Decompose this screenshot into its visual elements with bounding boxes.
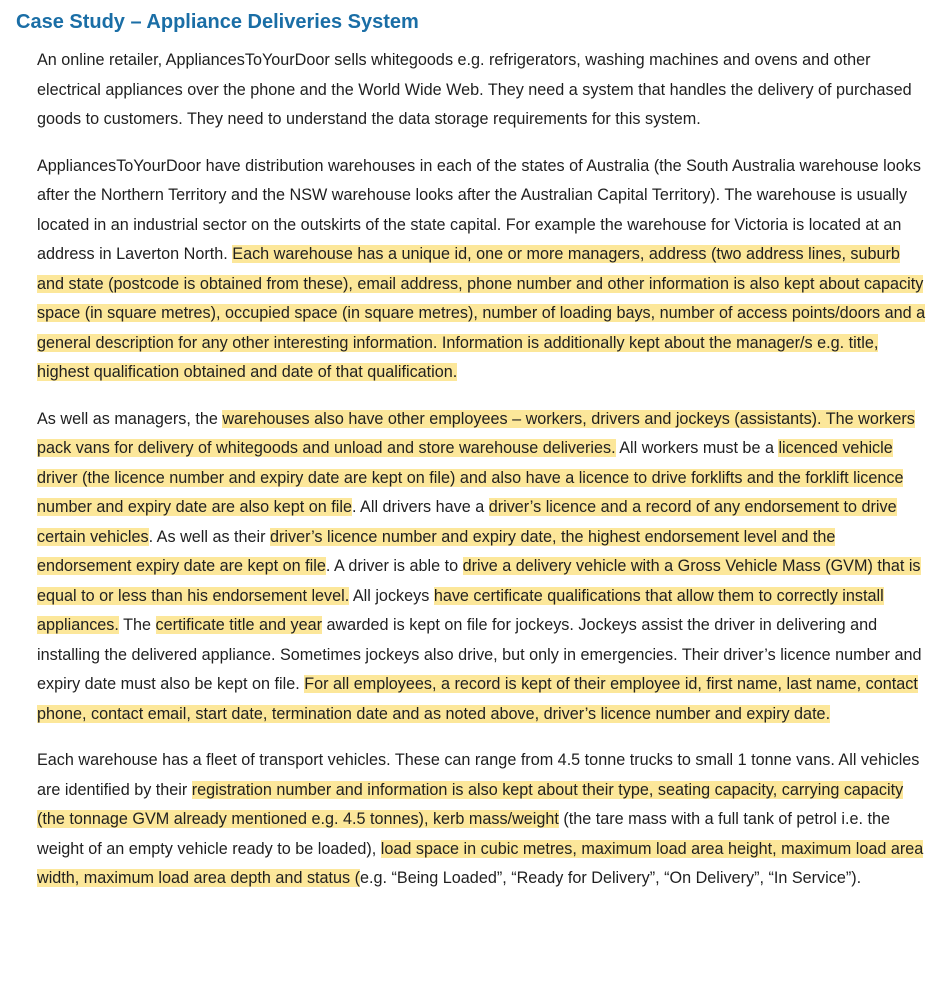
paragraph-4 [37, 746, 931, 894]
highlighted-text: certificate title and year [155, 616, 322, 634]
highlighted-text: driver’s licence number and expiry date, the highest endorsement level and the endorsement expiry date are kept on file [37, 527, 836, 575]
body-text: Each warehouse has a fleet of transport vehicles. These can range from 4.5 tonne trucks to small 1 tonne vans. All vehicles are identified by their [37, 751, 920, 799]
paragraph-3 [37, 405, 931, 730]
highlighted-text: load space in cubic metres, maximum load area height, maximum load area width, maximum load area depth and status ( [37, 839, 924, 887]
body-text: . All drivers have a [351, 498, 489, 516]
page-title: Case Study – Appliance Deliveries System [16, 11, 419, 33]
body-text: All workers must be a [615, 439, 779, 457]
highlighted-text: licenced vehicle driver (the licence number and expiry date are kept on file) and also have a licence to drive forklifts and the forklift licence number and expiry date are also kept on file [37, 439, 904, 516]
body-text: . As well as their [148, 527, 271, 546]
highlighted-text: For all employees, a record is kept of their employee id, first name, last name, contact phone, contact email, start date, termination date and as noted above, driver’s licence number and expiry date. [37, 675, 918, 723]
document-body [37, 46, 931, 894]
highlighted-text: registration number and information is also kept about their type, seating capacity, carrying capacity (the tonnage GVM already mentioned e.g. 4.5 tonnes), kerb mass/weight [37, 780, 904, 828]
body-text: AppliancesToYourDoor have distribution warehouses in each of the states of Australia (the South Australia warehouse looks after the Northern Territory and the NSW warehouse looks after the Australian Capital Territory). The warehouse is usually located in an industrial sector on the outskirts of the state capital. For example the warehouse for Victoria is located at an address in Laverton North. [37, 156, 921, 263]
body-text: As well as managers, the [37, 409, 223, 428]
highlighted-text: warehouses also have other employees – workers, drivers and jockeys (assistants). The workers pack vans for delivery of whitegoods and unload and store warehouse deliveries. [37, 409, 915, 457]
highlighted-text: have certificate qualifications that allow them to correctly install appliances. [37, 586, 884, 634]
body-text: The [118, 616, 156, 634]
paragraph-2 [37, 152, 931, 388]
paragraph-1 [37, 46, 931, 135]
body-text: e.g. “Being Loaded”, “Ready for Delivery”, “On Delivery”, “In Service”). [360, 869, 862, 887]
highlighted-text: drive a delivery vehicle with a Gross Vehicle Mass (GVM) that is equal to or less than his endorsement level. [37, 557, 921, 605]
highlighted-text: driver’s licence and a record of any endorsement to drive certain vehicles [37, 498, 897, 546]
body-text: All jockeys [349, 586, 434, 605]
body-text: awarded is kept on file for jockeys. Jockeys assist the driver in delivering and installing the delivered appliance. Sometimes jockeys also drive, but only in emergencies. Their driver’s licence number and expiry date must also be kept on file. [37, 616, 922, 693]
highlighted-text: Each warehouse has a unique id, one or more managers, address (two address lines, suburb and state (postcode is obtained from these), email address, phone number and other information is also kept about capacity space (in square metres), occupied space (in square metres), number of loading bays, number of access points/doors and a general description for any other interesting information. Information is additionally kept about the manager/s e.g. title, highest qualification obtained and date of that qualification. [37, 245, 926, 381]
body-text: (the tare mass with a full tank of petrol i.e. the weight of an empty vehicle ready to be loaded), [37, 810, 890, 858]
body-text: An online retailer, AppliancesToYourDoor sells whitegoods e.g. refrigerators, washing machines and ovens and other electrical appliances over the phone and the World Wide Web. They need a system that handles the delivery of purchased goods to customers. They need to understand the data storage requirements for this system. [37, 51, 912, 128]
body-text: . A driver is able to [325, 557, 463, 575]
